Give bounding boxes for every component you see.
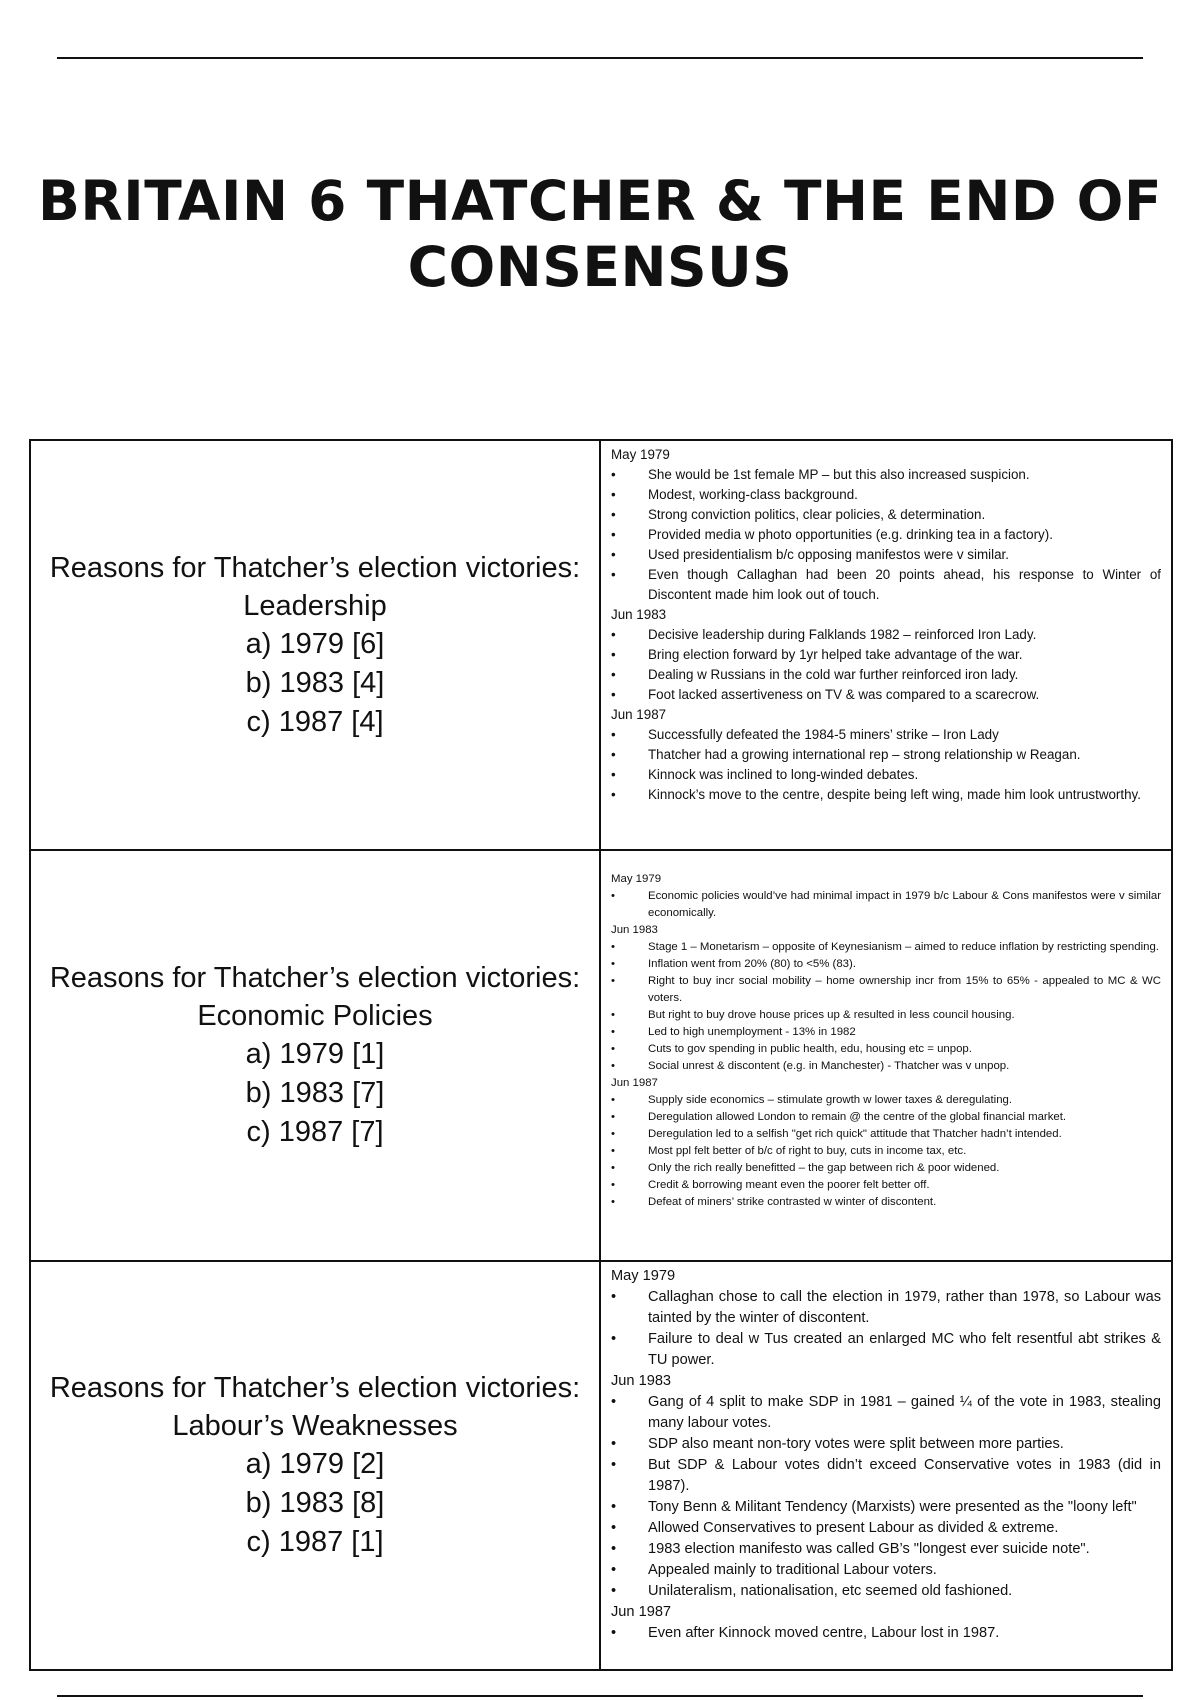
bullet-item: • Callaghan chose to call the election in 1979, rather than 1978, so Labour was tainted by the winter of discontent.	[611, 1287, 1161, 1329]
bullet-item: • Appealed mainly to traditional Labour voters.	[611, 1560, 1161, 1581]
bullet-item: • She would be 1st female MP – but this also increased suspicion.	[611, 465, 1161, 485]
topic-name: Economic Policies	[197, 1000, 433, 1032]
bullet-item: • Defeat of miners’ strike contrasted w winter of discontent.	[611, 1194, 1161, 1211]
notes	[601, 851, 1171, 1211]
question-item: c) 1987 [4]	[246, 705, 384, 738]
bullet-item: • Even after Kinnock moved centre, Labour lost in 1987.	[611, 1623, 1161, 1644]
notes-cell	[600, 1261, 1172, 1670]
question-item: a) 1979 [6]	[245, 627, 385, 660]
bullet-item: • Failure to deal w Tus created an enlarged MC who felt resentful abt strikes & TU power.	[611, 1329, 1161, 1371]
period-label: Jun 1983	[611, 924, 658, 936]
bullet-item: • SDP also meant non-tory votes were split between more parties.	[611, 1434, 1161, 1455]
question-list	[31, 1035, 599, 1152]
bullet-item: • Gang of 4 split to make SDP in 1981 – gained ¼ of the vote in 1983, stealing many labour votes.	[611, 1392, 1161, 1434]
question-list	[31, 625, 599, 742]
bullet-item: • Decisive leadership during Falklands 1982 – reinforced Iron Lady.	[611, 625, 1161, 645]
topic-cell	[30, 1261, 600, 1670]
bullet-item: • Thatcher had a growing international rep – strong relationship w Reagan.	[611, 745, 1161, 765]
bullet-item: • Successfully defeated the 1984-5 miners’ strike – Iron Lady	[611, 725, 1161, 745]
bullet-item: • Right to buy incr social mobility – home ownership incr from 15% to 65% - appealed to MC & WC voters.	[611, 973, 1161, 1007]
bullet-item: • Strong conviction politics, clear policies, & determination.	[611, 505, 1161, 525]
question-item: b) 1983 [4]	[245, 666, 385, 699]
bullet-item: • Modest, working-class background.	[611, 485, 1161, 505]
bullet-item: • Credit & borrowing meant even the poorer felt better off.	[611, 1177, 1161, 1194]
bullet-item: • But SDP & Labour votes didn’t exceed Conservative votes in 1983 (did in 1987).	[611, 1455, 1161, 1497]
topic-heading-line: Reasons for Thatcher’s election victories:	[49, 1372, 581, 1404]
bullet-item: • Most ppl felt better of b/c of right to buy, cuts in income tax, etc.	[611, 1143, 1161, 1160]
bullet-item: • 1983 election manifesto was called GB’s "longest ever suicide note".	[611, 1539, 1161, 1560]
bullet-item: • Social unrest & discontent (e.g. in Manchester) - Thatcher was v unpop.	[611, 1058, 1161, 1075]
period-label: Jun 1987	[611, 707, 667, 722]
bullet-item: • Only the rich really benefitted – the gap between rich & poor widened.	[611, 1160, 1161, 1177]
notes-cell	[600, 850, 1172, 1261]
topic-cell	[30, 440, 600, 850]
bottom-rule	[57, 1695, 1143, 1697]
table-row	[30, 850, 1172, 1261]
bullet-list	[611, 1287, 1161, 1371]
top-rule	[57, 57, 1143, 59]
bullet-item: • Deregulation led to a selfish "get rich quick" attitude that Thatcher hadn’t intended.	[611, 1126, 1161, 1143]
bullet-list	[611, 1392, 1161, 1602]
question-item: b) 1983 [8]	[245, 1487, 385, 1519]
period-label: May 1979	[611, 447, 670, 462]
bullet-item: • Provided media w photo opportunities (e.g. drinking tea in a factory).	[611, 525, 1161, 545]
notes	[601, 1262, 1171, 1644]
revision-table	[29, 439, 1173, 1671]
bullet-item: • Economic policies would’ve had minimal impact in 1979 b/c Labour & Cons manifestos were v similar economically.	[611, 888, 1161, 922]
bullet-item: • Cuts to gov spending in public health, edu, housing etc = unpop.	[611, 1041, 1161, 1058]
question-item: c) 1987 [1]	[246, 1526, 384, 1558]
bullet-list	[611, 625, 1161, 705]
bullet-item: • Even though Callaghan had been 20 points ahead, his response to Winter of Discontent made him look out of touch.	[611, 565, 1161, 605]
period-label: Jun 1983	[611, 1373, 672, 1389]
topic-heading-line: Reasons for Thatcher’s election victories:	[49, 962, 581, 994]
bullet-item: • But right to buy drove house prices up & resulted in less council housing.	[611, 1007, 1161, 1024]
topic-heading	[31, 1369, 599, 1445]
bullet-item: • Allowed Conservatives to present Labour as divided & extreme.	[611, 1518, 1161, 1539]
bullet-item: • Dealing w Russians in the cold war further reinforced iron lady.	[611, 665, 1161, 685]
bullet-item: • Used presidentialism b/c opposing manifestos were v similar.	[611, 545, 1161, 565]
bullet-list	[611, 939, 1161, 1075]
topic-heading	[31, 959, 599, 1035]
period-label: May 1979	[611, 873, 662, 885]
question-list	[31, 1445, 599, 1562]
bullet-list	[611, 725, 1161, 805]
question-item: b) 1983 [7]	[245, 1077, 385, 1109]
bullet-list	[611, 1092, 1161, 1211]
topic-name: Labour’s Weaknesses	[172, 1410, 458, 1442]
bullet-item: • Tony Benn & Militant Tendency (Marxists) were presented as the "loony left"	[611, 1497, 1161, 1518]
topic-cell	[30, 850, 600, 1261]
bullet-list	[611, 1623, 1161, 1644]
bullet-item: • Supply side economics – stimulate growth w lower taxes & deregulating.	[611, 1092, 1161, 1109]
bullet-item: • Stage 1 – Monetarism – opposite of Keynesianism – aimed to reduce inflation by restricting spending.	[611, 939, 1161, 956]
bullet-item: • Led to high unemployment - 13% in 1982	[611, 1024, 1161, 1041]
question-item: a) 1979 [1]	[245, 1038, 385, 1070]
bullet-item: • Unilateralism, nationalisation, etc seemed old fashioned.	[611, 1581, 1161, 1602]
topic-heading	[31, 549, 599, 625]
bullet-item: • Bring election forward by 1yr helped take advantage of the war.	[611, 645, 1161, 665]
topic-name: Leadership	[243, 589, 387, 622]
bullet-list	[611, 465, 1161, 605]
topic-heading-line: Reasons for Thatcher’s election victories:	[49, 551, 581, 584]
period-label: Jun 1983	[611, 607, 667, 622]
period-label: Jun 1987	[611, 1604, 672, 1620]
bullet-item: • Deregulation allowed London to remain @ the centre of the global financial market.	[611, 1109, 1161, 1126]
bullet-item: • Inflation went from 20% (80) to <5% (83).	[611, 956, 1161, 973]
table-row	[30, 1261, 1172, 1670]
question-item: c) 1987 [7]	[246, 1116, 384, 1148]
bullet-item: • Kinnock’s move to the centre, despite being left wing, made him look untrustworthy.	[611, 785, 1161, 805]
period-label: May 1979	[611, 1268, 676, 1284]
bullet-list	[611, 888, 1161, 922]
page-title: BRITAIN 6 THATCHER & THE END OF CONSENSUS	[37, 169, 1163, 299]
period-label: Jun 1987	[611, 1077, 658, 1089]
question-item: a) 1979 [2]	[245, 1448, 385, 1480]
bullet-item: • Foot lacked assertiveness on TV & was compared to a scarecrow.	[611, 685, 1161, 705]
notes	[601, 441, 1171, 805]
bullet-item: • Kinnock was inclined to long-winded debates.	[611, 765, 1161, 785]
notes-cell	[600, 440, 1172, 850]
table-row	[30, 440, 1172, 850]
